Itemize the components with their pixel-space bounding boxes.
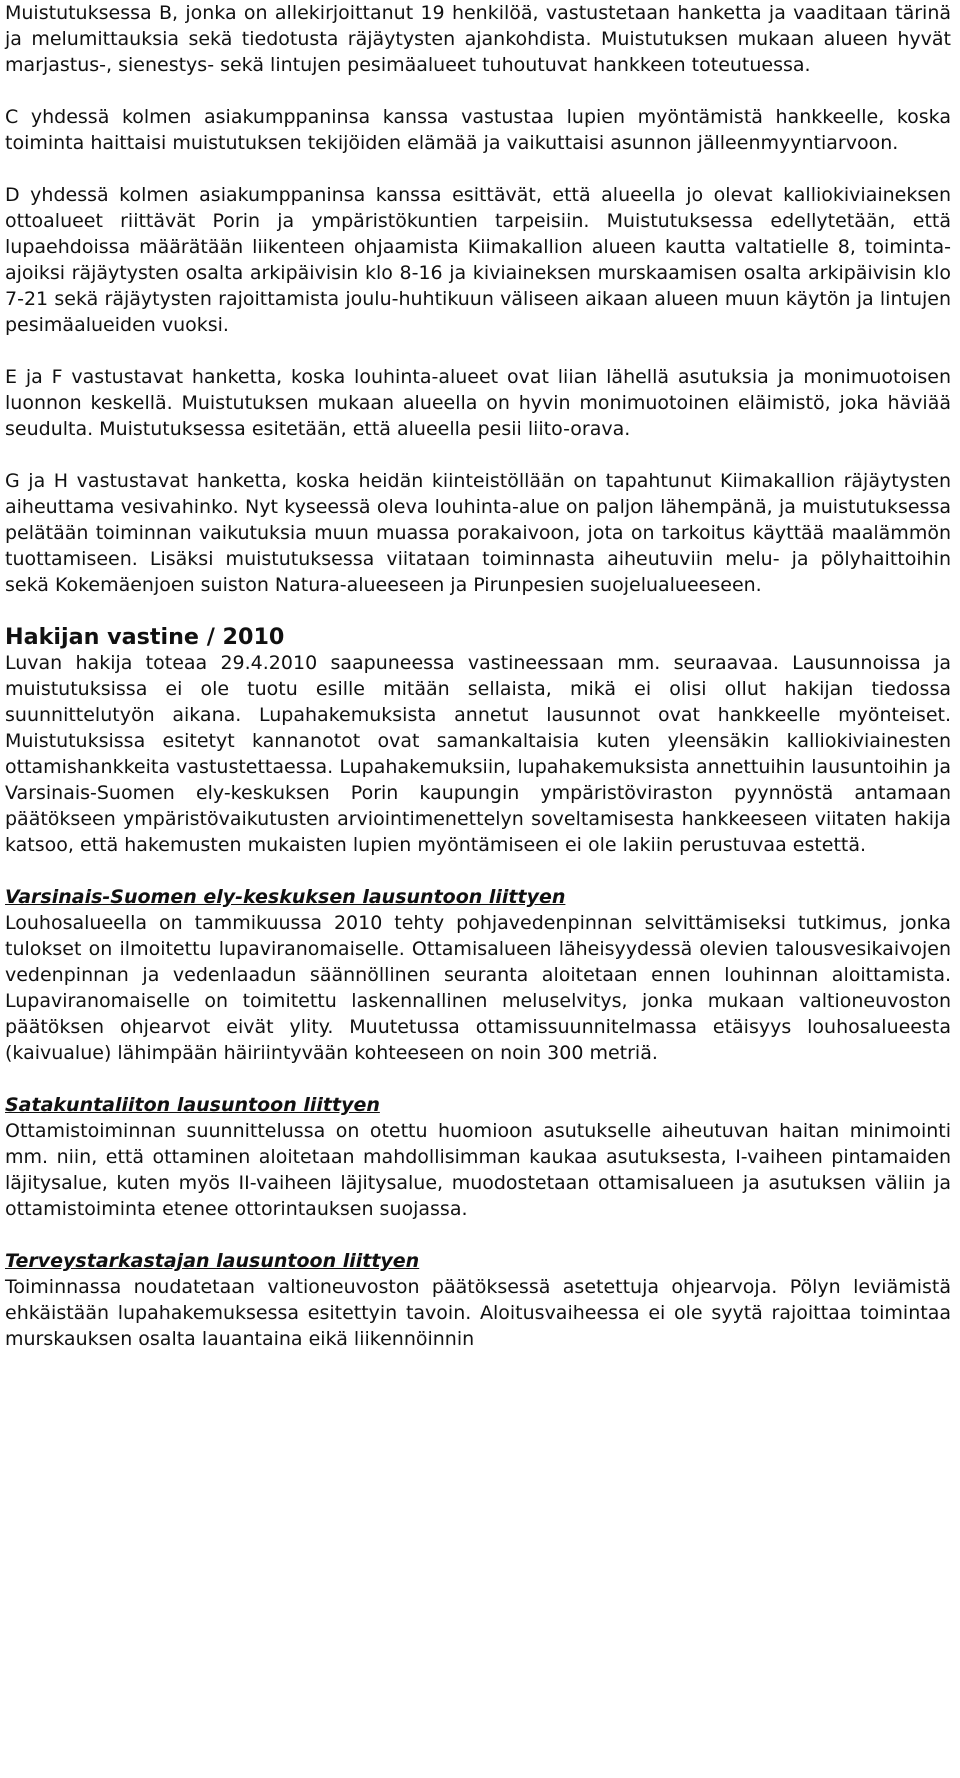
section-heading-health-inspector: Terveystarkastajan lausuntoon liittyen — [5, 1250, 420, 1272]
paragraph-applicant-reply: Luvan hakija toteaa 29.4.2010 saapuneessa vastineessaan mm. seuraavaa. Lausunnoissa ja muistutuksissa ei ole tuotu esille mitään sellaista, mikä ei olisi ollut hakijan tiedossa suunnittelutyön aikana. Lupahakemuksista annetut lausunnot ovat hankkeelle myönteiset. Muistutuksissa esitetyt kannanotot ovat samankaltaisia kuten yleensäkin kalliokiviainesten ottamishankkeita vastustettaessa. Lupahakemuksiin, lupahakemuksista annettuihin lausuntoihin ja Varsinais-Suomen ely-keskuksen Porin kaupungin ympäristöviraston pyynnöstä antamaan päätökseen ympäristövaikutusten arviointimenettelyn soveltamisesta hankkeeseen viitaten hakija katsoo, että hakemusten mukaisten lupien myöntämiseen ei ole lakiin perustuvaa estettä. — [5, 652, 951, 856]
paragraph-objection-c: C yhdessä kolmen asiakumppaninsa kanssa vastustaa lupien myöntämistä hankkeelle, koska toiminta haittaisi muistutuksen tekijöiden elämää ja vaikuttaisi asunnon jälleenmyyntiarvoon. — [5, 106, 951, 154]
paragraph-health-inspector: Toiminnassa noudatetaan valtioneuvoston päätöksessä asetettuja ohjearvoja. Pölyn leviämistä ehkäistään lupahakemuksessa esitettyin tavoin. Aloitusvaiheessa ei ole syytä rajoittaa toimintaa murskauksen osalta lauantaina eikä liikennöinnin — [5, 1276, 951, 1350]
paragraph-objection-gh: G ja H vastustavat hanketta, koska heidän kiinteistöllään on tapahtunut Kiimakallion räjäytysten aiheuttama vesivahinko. Nyt kyseessä oleva louhinta-alue on paljon lähempänä, ja muistutuksessa pelätään toiminnan vaikutuksia muun muassa porakaivoon, jota on tarkoitus käyttää maalämmön tuottamiseen. Lisäksi muistutuksessa viitataan toiminnasta aiheutuviin melu- ja pölyhaittoihin sekä Kokemäenjoen suiston Natura-alueeseen ja Pirunpesien suojelualueeseen. — [5, 470, 951, 596]
section-heading-applicant-reply: Hakijan vastine / 2010 — [5, 624, 285, 650]
section-heading-satakunta: Satakuntaliiton lausuntoon liittyen — [5, 1094, 380, 1116]
paragraph-objection-b: Muistutuksessa B, jonka on allekirjoittanut 19 henkilöä, vastustetaan hanketta ja vaaditaan tärinä ja melumittauksia sekä tiedotusta räjäytysten ajankohdista. Muistutuksen mukaan alueen hyvät marjastus-, sienestys- sekä lintujen pesimäalueet tuhoutuvat hankkeen toteutuessa. — [5, 2, 951, 76]
paragraph-satakunta: Ottamistoiminnan suunnittelussa on otettu huomioon asutukselle aiheutuvan haitan minimointi mm. niin, että ottaminen aloitetaan mahdollisimman kaukaa asutuksesta, I-vaiheen pintamaiden läjitysalue, kuten myös II-vaiheen läjitysalue, muodostetaan ottamisalueen ja asutuksen väliin ja ottamistoiminta etenee ottorintauksen suojassa. — [5, 1120, 951, 1220]
section-heading-ely: Varsinais-Suomen ely-keskuksen lausuntoon liittyen — [5, 886, 566, 908]
paragraph-objection-ef: E ja F vastustavat hanketta, koska louhinta-alueet ovat liian lähellä asutuksia ja monimuotoisen luonnon keskellä. Muistutuksen mukaan alueella on hyvin monimuotoinen eläimistö, joka häviää seudulta. Muistutuksessa esitetään, että alueella pesii liito-orava. — [5, 366, 951, 440]
paragraph-ely: Louhosalueella on tammikuussa 2010 tehty pohjavedenpinnan selvittämiseksi tutkimus, jonka tulokset on ilmoitettu lupaviranomaiselle. Ottamisalueen läheisyydessä olevien talousvesikaivojen vedenpinnan ja vedenlaadun säännöllinen seuranta aloitetaan ennen louhinnan aloittamista. Lupaviranomaiselle on toimitettu laskennallinen meluselvitys, jonka mukaan valtioneuvoston päätöksen ohjearvot eivät ylity. Muutetussa ottamissuunnitelmassa etäisyys louhosalueesta (kaivualue) lähimpään häiriintyvään kohteeseen on noin 300 metriä. — [5, 912, 951, 1064]
paragraph-objection-d: D yhdessä kolmen asiakumppaninsa kanssa esittävät, että alueella jo olevat kalliokiviaineksen ottoalueet riittävät Porin ja ympäristökuntien tarpeisiin. Muistutuksessa edellytetään, että lupaehdoissa määrätään liikenteen ohjaamista Kiimakallion alueen kautta valtatielle 8, toiminta-ajoiksi räjäytysten osalta arkipäivisin klo 8-16 ja kiviaineksen murskaamisen osalta arkipäivisin klo 7-21 sekä räjäytysten rajoittamista joulu-huhtikuun väliseen aikaan alueen muun käytön ja lintujen pesimäalueiden vuoksi. — [5, 184, 951, 336]
